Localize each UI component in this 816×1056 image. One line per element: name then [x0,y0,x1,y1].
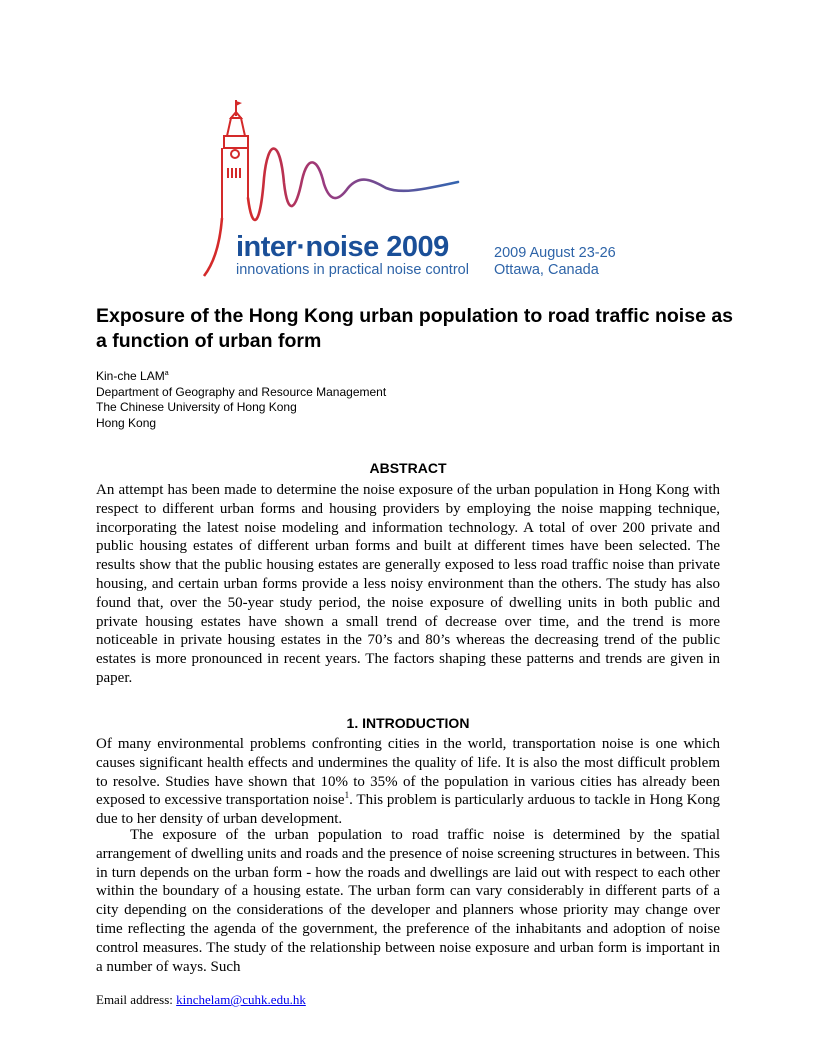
email-label: Email address: [96,992,177,1007]
author-name [96,369,596,385]
introduction-paragraph-1 [96,735,720,829]
introduction-heading: 1. INTRODUCTION [346,715,470,731]
author-block [96,369,596,431]
citation-ref: 1 [344,790,350,801]
author-affiliation-mark: a [164,370,169,377]
introduction-paragraph-2: The exposure of the urban population to road traffic noise is determined by the spatial arrangement of dwelling units and roads and the presence of noise screening structures in between. This in turn depends on the urban form - how the roads and dwellings are laid out with respect to each other within the boundary of a housing estate. The urban form can vary considerably in different parts of a city depending on the considerations of the developer and planners whose priority may change over time reflecting the agenda of the government, the preference of the inhabitants and adoption of noise control measures. The study of the relationship between noise exposure and urban form is important in a number of ways. Such [96,827,720,975]
footnote-email [96,992,306,1008]
event-date: 2009 August 23-26 [494,245,616,261]
intro-p1-text-start: Of many environmental problems confronting cities in the world, transportation noise is one which causes significant health effects and undermines the quality of life. It is also the most difficult problem to resolve. Studies have shown that 10% to 35% of the population in various cities has already been exposed to excessive transportation noise [96,736,720,809]
author-name-text: Kin-che LAM [96,369,165,383]
affiliation-university: The Chinese University of Hong Kong [96,400,297,414]
abstract-text: An attempt has been made to determine the noise exposure of the urban population in Hong Kong with respect to different urban forms and housing providers by employing the noise mapping technique, incorporating the latest noise modeling and information technology. A total of over 200 private and public housing estates of different urban forms and built at different times have been selected. The results show that the public housing estates are generally exposed to less road traffic noise than private housing, and certain urban forms provide a less noisy environment than the others. The study has also found that, over the 50-year study period, the noise exposure of dwelling units in both public and private housing estates have shown a small trend of decrease over time, and the trend is more noticeable in private housing estates in the 70’s and 80’s whereas the decreasing trend of the public estates is more pronounced in recent years. The factors shaping these patterns and trends are given in paper. [96,482,720,686]
logo-tagline: innovations in practical noise control [236,262,469,278]
event-location: Ottawa, Canada [494,262,599,278]
sound-wave-icon [248,149,458,220]
intro-p1-text-end: . This problem is particularly arduous to tackle in Hong Kong due to her density of urban development. [96,792,720,828]
affiliation-location: Hong Kong [96,415,157,430]
affiliation-department: Department of Geography and Resource Management [96,384,387,399]
abstract-heading: ABSTRACT [369,460,447,476]
logo-wordmark: inter·noise 2009 [236,231,449,263]
paper-title: Exposure of the Hong Kong urban population to road traffic noise as a function of urban form [96,305,734,352]
email-link[interactable]: kinchelam@cuhk.edu.hk [176,992,306,1007]
